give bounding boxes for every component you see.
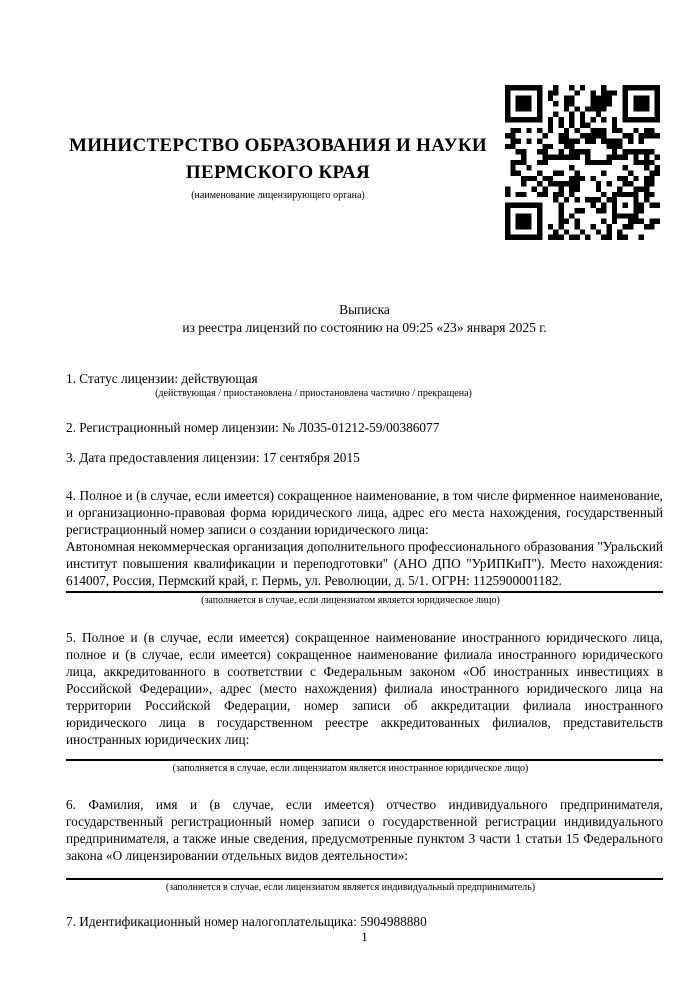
item-3-license-date: 3. Дата предоставления лицензии: 17 сентября 2015: [66, 450, 360, 465]
ministry-caption: (наименование лицензирующего органа): [191, 190, 365, 201]
item-1-license-status: 1. Статус лицензии: действующая: [66, 371, 258, 386]
item-6-entrepreneur-label: 6. Фамилия, имя и (в случае, если имеется) отчество индивидуального предпринимателя, государственный регистрационный номер записи о государственной регистрации индивидуального предпринимателя, а также иные сведения, предусмотренные пунктом 3 части 1 статьи 15 Федерального закона «О лицензировании отдельных видов деятельности»:: [66, 797, 663, 863]
ministry-name-line2: ПЕРМСКОГО КРАЯ: [185, 162, 371, 183]
item-4-underline: [66, 591, 663, 593]
doc-title-line2: из реестра лицензий по состоянию на 09:25 «23» января 2025 г.: [182, 320, 547, 335]
item-2-registration-number: 2. Регистрационный номер лицензии: № Л035-01212-59/00386077: [66, 420, 440, 435]
item-6-caption: (заполняется в случае, если лицензиатом является индивидуальный предприниматель): [165, 882, 536, 893]
ministry-name-line1: МИНИСТЕРСТВО ОБРАЗОВАНИЯ И НАУКИ: [68, 135, 488, 156]
item-5-caption: (заполняется в случае, если лицензиатом является иностранное юридическое лицо): [172, 763, 529, 774]
item-4-caption: (заполняется в случае, если лицензиатом является юридическое лицо): [201, 595, 500, 606]
item-7-taxpayer-id: 7. Идентификационный номер налогоплательщика: 5904988880: [66, 914, 427, 929]
page-number: 1: [361, 929, 368, 944]
item-6-underline: [66, 878, 663, 880]
item-5-foreign-entity-label: 5. Полное и (в случае, если имеется) сокращенное наименование иностранного юридического лица, полное и (в случае, если имеется) сокращенное наименование филиала иностранного юридического лица, аккредитованного в соответствии с Федеральным законом «Об иностранных инвестициях в Российской Федерации», адрес (место нахождения) филиала иностранного юридического лица на территории Российской Федерации, номер записи об аккредитации филиала иностранного юридического лица в государственном реестре аккредитованных филиалов, представительств иностранных юридических лиц:: [66, 630, 663, 747]
qr-code: [505, 85, 660, 240]
item-1-note: (действующая / приостановлена / приостановлена частично / прекращена): [155, 388, 472, 399]
item-4-legal-entity-value: Автономная некоммерческая организация дополнительного профессионального образования "Уральский институт повышения квалификации и переподготовки" (АНО ДПО "УрИПКиП"). Место нахождения: 614007, Россия, Пермский край, г. Пермь, ул. Революции, д. 5/1. ОГРН: 1125900001182.: [66, 539, 663, 588]
item-5-underline: [66, 759, 663, 761]
document-header: [66, 132, 490, 202]
document-body: [66, 370, 663, 930]
doc-title-line1: Выписка: [339, 302, 390, 317]
item-4-legal-entity-label: 4. Полное и (в случае, если имеется) сокращенное наименование, в том числе фирменное наименование, и организационно-правовая форма юридического лица, адрес его места нахождения, государственный регистрационный номер записи о создании юридического лица:: [66, 488, 663, 537]
document-title: [66, 301, 663, 337]
